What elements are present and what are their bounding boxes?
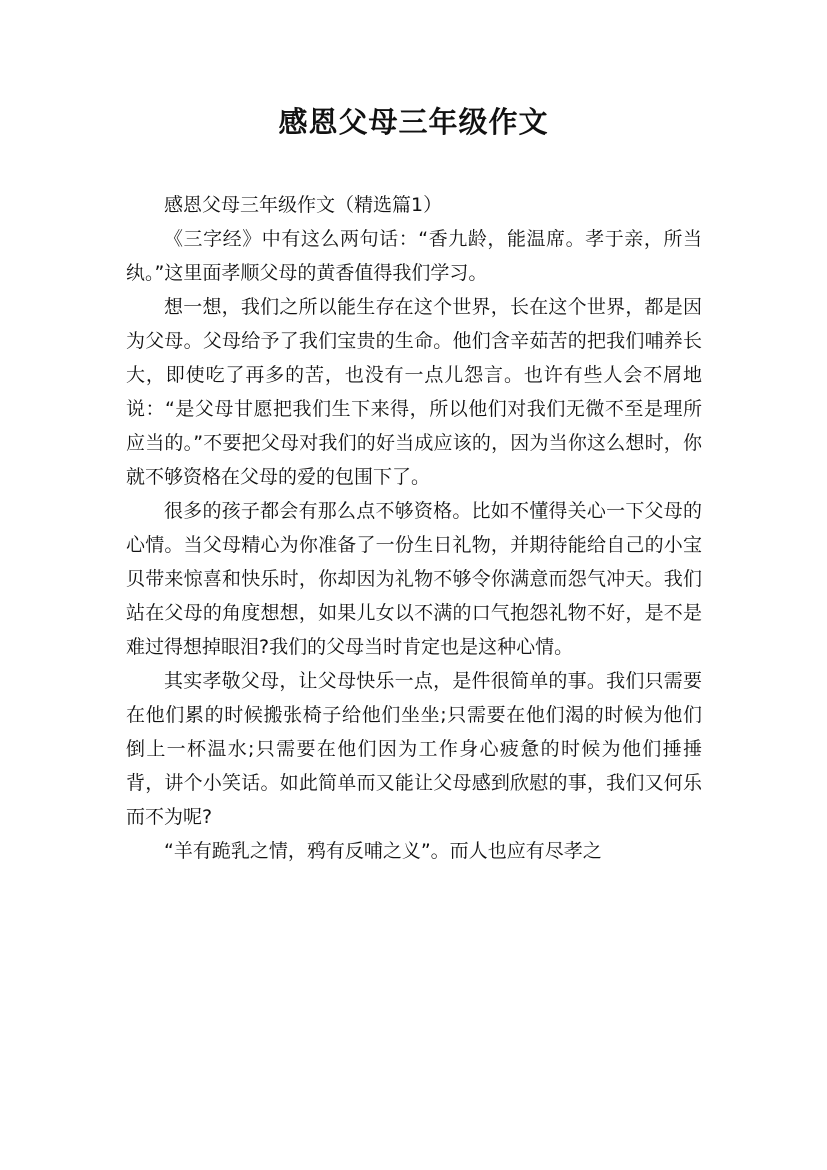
paragraph-4: 其实孝敬父母，让父母快乐一点，是件很简单的事。我们只需要在他们累的时候搬张椅子给他们坐坐;只需要在他们渴的时候为他们倒上一杯温水;只需要在他们因为工作身心疲惫的时候为他们捶捶背，讲个小笑话。如此简单而又能让父母感到欣慰的事，我们又何乐而不为呢? (126, 670, 702, 828)
paragraph-2: 想一想，我们之所以能生存在这个世界，长在这个世界，都是因为父母。父母给予了我们宝贵的生命。他们含辛茹苦的把我们哺养长大，即使吃了再多的苦，也没有一点儿怨言。也许有些人会不屑地说：“是父母甘愿把我们生下来得，所以他们对我们无微不至是理所应当的。”不要把父母对我们的好当成应该的，因为当你这么想时，你就不够资格在父母的爱的包围下了。 (126, 296, 702, 488)
paragraph-5: “羊有跪乳之情，鸦有反哺之义”。而人也应有尽孝之 (164, 840, 602, 862)
document-title: 感恩父母三年级作文 (278, 105, 549, 139)
paragraph-3: 很多的孩子都会有那么点不够资格。比如不懂得关心一下父母的心情。当父母精心为你准备了一份生日礼物，并期待能给自己的小宝贝带来惊喜和快乐时，你却因为礼物不够令你满意而怨气冲天。我们站在父母的角度想想，如果儿女以不满的口气抱怨礼物不好，是不是难过得想掉眼泪?我们的父母当时肯定也是这种心情。 (126, 500, 702, 658)
section-heading: 感恩父母三年级作文（精选篇1） (164, 194, 443, 216)
paragraph-1: 《三字经》中有这么两句话：“香九龄，能温席。孝于亲，所当纨。”这里面孝顺父母的黄香值得我们学习。 (126, 228, 702, 284)
document-body (126, 188, 702, 868)
